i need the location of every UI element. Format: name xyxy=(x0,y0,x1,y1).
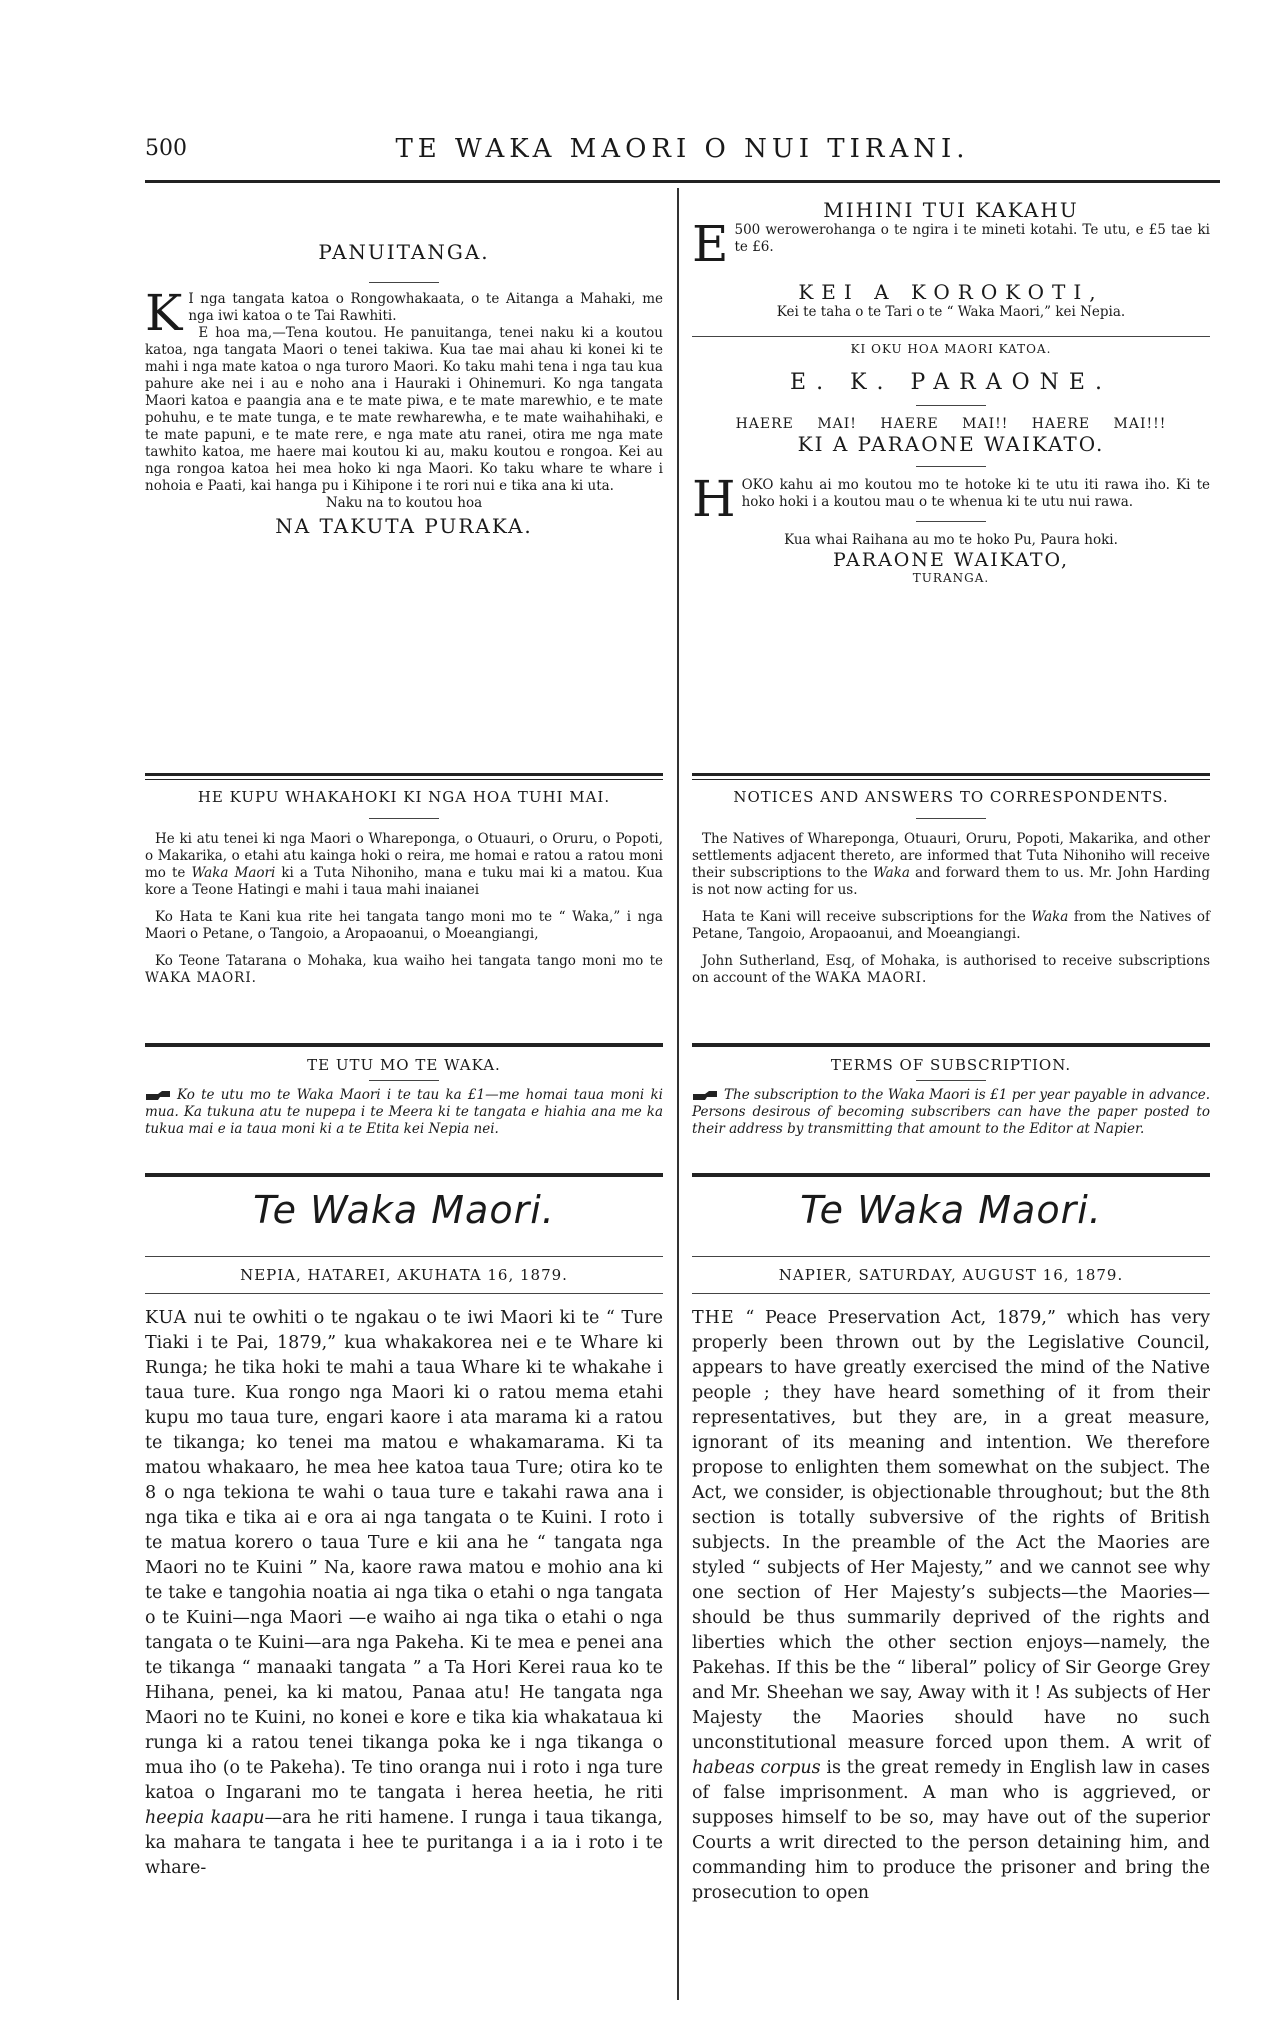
page-number: 500 xyxy=(145,136,187,161)
dateline-rule xyxy=(692,1293,1210,1294)
mihini-title: MIHINI TUI KAKAHU xyxy=(823,198,1079,222)
short-rule xyxy=(369,282,439,283)
short-rule xyxy=(916,521,986,522)
newspaper-page xyxy=(145,130,1220,2000)
panuitanga-signature: NA TAKUTA PURAKA. xyxy=(275,514,533,538)
paper-title: TE WAKA MAORI O NUI TIRANI. xyxy=(395,134,970,164)
panuitanga-body: E hoa ma,—Tena koutou. He panuitanga, tenei naku ki a koutou katoa, nga tangata Maori o tenei takiwa. Kua tae mai ahau ki konei ki te mahi i nga mate katoa o nga turoro Maori. Ko taku mahi tena i nga tau kua pahure ake nei i au e noho ana i Hauraki i Ohinemuri. Ko nga tangata Maori katoa e paangia ana e te mate piwa, e te mate marewhio, e te mate pohuhu, e te mate tunga, e te mate rewharewha, e te mate waihahihaki, e te mate papuni, e te mate rere, e nga mate atu ranei, otira me nga mate tawhito katoa, me haere mai koutou ki au, maku koutou e rongoa. Kei au nga rongoa katoa hei mea hoko ki nga Maori. Ko taku whare te whare i nohoia e Paati, kai hanga pu i Kihipone i te rori nui e tika ana ki uta. xyxy=(145,325,663,494)
section-rule xyxy=(692,773,1210,780)
masthead-right xyxy=(692,1188,1210,1258)
short-rule xyxy=(916,405,986,406)
utu-section xyxy=(145,1056,663,1166)
running-head xyxy=(145,130,1220,170)
korokoti-ad xyxy=(692,280,1210,330)
section-rule xyxy=(145,1173,663,1177)
paraone-name: E. K. PARAONE. xyxy=(790,370,1112,395)
dropcap: E xyxy=(692,215,729,273)
maori-editorial xyxy=(145,1306,663,1881)
header-rule xyxy=(145,180,1220,183)
section-rule xyxy=(692,1043,1210,1047)
mihini-ad xyxy=(692,198,1210,278)
short-rule xyxy=(916,466,986,467)
kupu-para-2: Ko Hata te Kani kua rite hei tangata tango moni mo te “ Waka,” i nga Maori o Petane, o Tangoio, a Aropaoanui, o Moeangiangi, xyxy=(145,909,663,942)
paraone-sub: KI OKU HOA MAORI KATOA. xyxy=(850,342,1052,356)
notices-para-2: Hata te Kani will receive subscriptions for the Waka from the Natives of Petane, Tangoio, Aropaoanui, and Moeangiangi. xyxy=(692,909,1210,942)
kupu-para-1: He ki atu tenei ki nga Maori o Whareponga, o Otuauri, o Oruru, o Popoti, o Makarika, o etahi atu kainga hoki o reira, me homai e ratou a ratou moni mo te Waka Maori ki a Tuta Nihoniho, mana e tuku mai ki a matou. Kua kore a Teone Hatingi e mahi i taua mahi inaianei xyxy=(145,831,663,898)
korokoti-text: Kei te taha o te Tari o te “ Waka Maori,” kei Nepia. xyxy=(776,304,1126,320)
editorial-text: KUA nui te owhiti o te ngakau o te iwi Maori ki te “ Ture Tiaki i te Pai, 1879,” kua whakakorea nei e te Whare ki Runga; he tika hoki te mahi a taua Whare ki te whakahe i taua ture. Kua rongo nga Maori ki o ratou mema etahi kupu mo taua ture, engari kaore i ata marama ki a ratou te tikanga; ko tenei ma matou e whakamarama. Ki ta matou whakaaro, he mea hee katoa taua Ture; otira ko te 8 o nga tekiona te wahi o taua ture e takahi rawa ana i nga tika e tika ai e ora ai nga tangata o te Kuini. I roto i te matua korero o taua Ture e kii ana he “ tangata nga Maori no te Kuini ” Na, kaore rawa matou e mohio ana ki te take e tangohia noatia ai nga tika o etahi o nga tangata o te Kuini—nga Maori —e waiho ai nga tika o etahi o nga tangata o te Kuini—ara nga Pakeha. Ki te mea e penei ana te tikanga “ manaaki tangata ” a Ta Hori Kerei raua ko te Hihana, penei, ka ki matou, Panaa atu! He tangata nga Maori no te Kuini, no konei e kore e tika kia whakataua ki runga ki a ratou tenei tikanga poka ke i nga tikanga o mua iho (o te Pakeha). Te tino oranga nui i roto i nga ture katoa o Ingarani mo te tangata i herea heetia, he riti heepia kaapu—ara he riti hamene. I runga i taua tikanga, ka mahara te tangata i hee te puritanga i a ia i roto i te whare- xyxy=(145,1308,663,1878)
paraone-licence: Kua whai Raihana au mo te hoko Pu, Paura hoki. xyxy=(784,532,1118,548)
utu-title: TE UTU MO TE WAKA. xyxy=(307,1056,501,1074)
section-rule xyxy=(692,336,1210,337)
dateline-rule xyxy=(145,1293,663,1294)
section-rule xyxy=(692,1173,1210,1177)
notices-para-1: The Natives of Whareponga, Otuauri, Oruru, Popoti, Makarika, and other settlements adjacent thereto, are informed that Tuta Nihoniho will receive their subscriptions to the Waka and forward them to us. Mr. John Harding is not now acting for us. xyxy=(692,831,1210,898)
section-rule xyxy=(145,773,663,780)
utu-text: Ko te utu mo te Waka Maori i te tau ka £1—me homai taua moni ki mua. Ka tukuna atu te nupepa i te Meera ki te tangata e hiahia ana me ka tukua mai e ia taua moni ki a te Etita kei Nepia nei. xyxy=(145,1087,663,1137)
short-rule xyxy=(916,1080,986,1081)
masthead-rule xyxy=(145,1256,663,1257)
short-rule xyxy=(916,818,986,819)
paraone-text: HOKO kahu ai mo koutou mo te hotoke ki te utu iti rawa iho. Ki te hoko hoki i a koutou mau o te whenua ki te utu nui rawa. xyxy=(692,470,1210,528)
dropcap: K xyxy=(145,284,183,342)
section-rule xyxy=(145,1043,663,1047)
panuitanga-notice xyxy=(145,188,663,768)
dropcap: H xyxy=(692,470,736,528)
masthead-title: Te Waka Maori. xyxy=(253,1188,555,1232)
paraone-title: KI A PARAONE WAIKATO. xyxy=(797,432,1105,456)
dateline-right: NAPIER, SATURDAY, AUGUST 16, 1879. xyxy=(778,1266,1124,1284)
short-rule xyxy=(369,1080,439,1081)
kupu-title: HE KUPU WHAKAHOKI KI NGA HOA TUHI MAI. xyxy=(197,788,611,806)
panuitanga-title: PANUITANGA. xyxy=(318,240,490,264)
notices-section xyxy=(692,788,1210,1033)
terms-text: The subscription to the Waka Maori is £1 per year payable in advance. Persons desirous of becoming subscribers can have the paper posted to their address by transmitting that amount to the Editor at Napier. xyxy=(692,1087,1210,1137)
kupu-para-3: Ko Teone Tatarana o Mohaka, kua waiho hei tangata tango moni mo te WAKA MAORI. xyxy=(145,953,663,986)
dateline-left: NEPIA, HATAREI, AKUHATA 16, 1879. xyxy=(240,1266,568,1284)
english-editorial xyxy=(692,1306,1210,1906)
masthead-rule xyxy=(692,1256,1210,1257)
masthead-left xyxy=(145,1188,663,1258)
panuitanga-closing: Naku na to koutou hoa xyxy=(325,495,483,511)
paraone-signature: PARAONE WAIKATO, xyxy=(833,549,1069,571)
pointing-hand-icon xyxy=(692,1090,718,1102)
pointing-hand-icon xyxy=(145,1090,171,1102)
panuitanga-address: K I nga tangata katoa o Rongowhakaata, o te Aitanga a Mahaki, me nga iwi katoa o te Tai Rawhiti. xyxy=(145,284,663,342)
masthead-title: Te Waka Maori. xyxy=(800,1188,1102,1232)
notices-title: NOTICES AND ANSWERS TO CORRESPONDENTS. xyxy=(733,788,1169,806)
korokoti-title: KEI A KOROKOTI, xyxy=(798,280,1104,304)
short-rule xyxy=(369,818,439,819)
haere-mai: HAERE MAI! HAERE MAI!! HAERE MAI!!! xyxy=(735,416,1167,432)
paraone-ad xyxy=(692,342,1210,767)
column-divider xyxy=(677,188,679,2000)
terms-title: TERMS OF SUBSCRIPTION. xyxy=(830,1056,1072,1074)
kupu-section xyxy=(145,788,663,1033)
mihini-text: E 500 werowerohanga o te ngira i te mineti kotahi. Te utu, e £5 tae ki te £6. xyxy=(692,215,1210,273)
paraone-place: TURANGA. xyxy=(912,571,990,585)
notices-para-3: John Sutherland, Esq, of Mohaka, is authorised to receive subscriptions on account of the WAKA MAORI. xyxy=(692,953,1210,986)
editorial-text: THE “ Peace Preservation Act, 1879,” which has very properly been thrown out by the Legislative Council, appears to have greatly exercised the mind of the Native people ; they have heard something of it from their representatives, but they are, in a great measure, ignorant of its meaning and intention. We therefore propose to enlighten them somewhat on the subject. The Act, we consider, is objectionable throughout; but the 8th section is totally subversive of the rights of British subjects. In the preamble of the Act the Maories are styled “ subjects of Her Majesty,” and we cannot see why one section of Her Majesty’s subjects—the Maories—should be thus summarily deprived of the rights and liberties which the other section enjoys—namely, the Pakehas. If this be the “ liberal” policy of Sir George Grey and Mr. Sheehan we say, Away with it ! As subjects of Her Majesty the Maories should have no such unconstitutional measure forced upon them. A writ of habeas corpus is the great remedy in English law in cases of false imprisonment. A man who is aggrieved, or supposes himself to be so, may have out of the superior Courts a writ directed to the person detaining him, and commanding him to produce the prisoner and bring the prosecution to open xyxy=(692,1308,1210,1903)
terms-section xyxy=(692,1056,1210,1166)
